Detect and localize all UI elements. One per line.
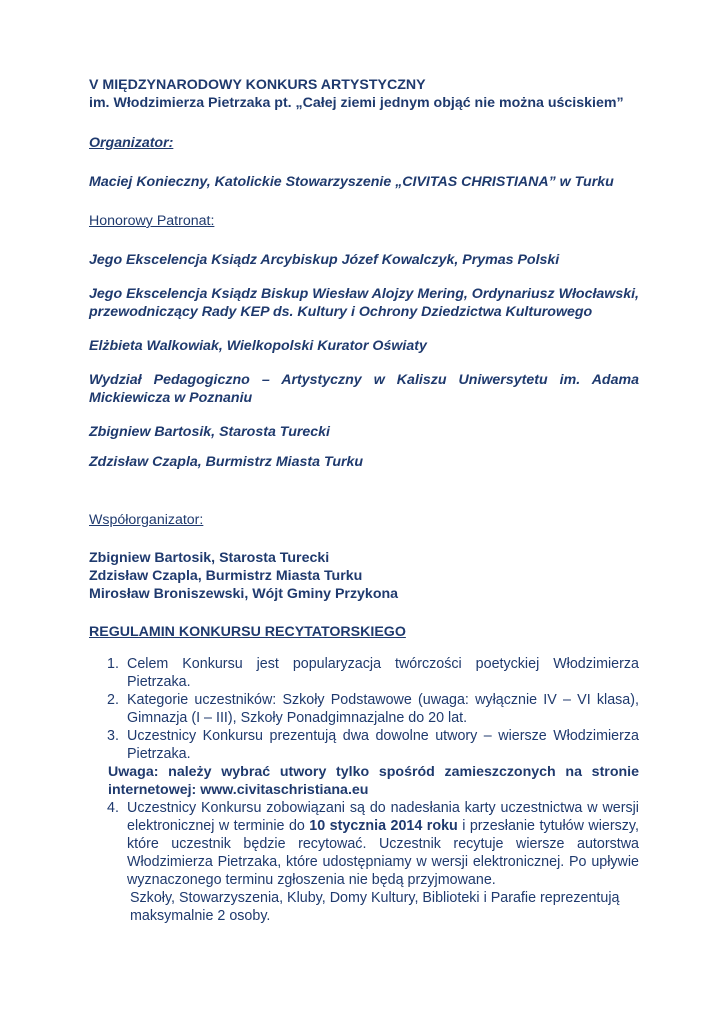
patron-entry: Elżbieta Walkowiak, Wielkopolski Kurator Oświaty	[89, 338, 427, 354]
rules-heading: REGULAMIN KONKURSU RECYTATORSKIEGO	[89, 624, 406, 640]
item-text: Celem Konkursu jest popularyzacja twórczości poetyckiej Włodzimierza Pietrzaka.	[127, 656, 639, 690]
item-text-part: Uczestnicy Konkursu zobowiązani są do nadesłania karty uczestnictwa w wersji elektronicznej w terminie do	[127, 800, 639, 834]
patron-entry: Zdzisław Czapla, Burmistrz Miasta Turku	[89, 454, 364, 470]
list-item	[89, 727, 639, 763]
organizer-text: Maciej Konieczny, Katolickie Stowarzyszenie „CIVITAS CHRISTIANA” w Turku	[89, 174, 614, 190]
coorganizer-heading: Współorganizator:	[89, 512, 204, 528]
trailing-text: Szkoły, Stowarzyszenia, Kluby, Domy Kultury, Biblioteki i Parafie reprezentują maksymalnie 2 osoby.	[130, 890, 620, 924]
item-text-part: i przesłanie tytułów wierszy, które uczestnik będzie recytować. Uczestnik recytuje wiersze autorstwa Włodzimierza Pietrzaka, które udostępniamy w wersji elektronicznej. Po upływie wyznaczonego terminu zgłoszenia nie będą przyjmowane.	[127, 818, 639, 888]
item-number: 2.	[107, 692, 119, 708]
item-text: Kategorie uczestników: Szkoły Podstawowe (uwaga: wyłącznie IV – VI klasa), Gimnazja (I – III), Szkoły Ponadgimnazjalne do 20 lat.	[127, 692, 639, 726]
rules-note: Uwaga: należy wybrać utwory tylko spośród zamieszczonych na stronie internetowej: www.civitaschristiana.eu	[108, 764, 639, 798]
patronage-heading: Honorowy Patronat:	[89, 213, 215, 229]
coorganizer-line: Mirosław Broniszewski, Wójt Gminy Przykona	[89, 586, 399, 602]
list-item	[89, 799, 639, 889]
item-number: 3.	[107, 728, 119, 744]
title-block	[89, 76, 639, 112]
organizer-heading: Organizator:	[89, 135, 174, 151]
list-item	[89, 655, 639, 691]
coorganizer-line: Zdzisław Czapla, Burmistrz Miasta Turku	[89, 568, 363, 584]
document-page	[89, 76, 639, 925]
coorganizer-list	[89, 549, 639, 603]
rules-list	[89, 655, 639, 763]
item-number: 1.	[107, 656, 119, 672]
item-number: 4.	[107, 800, 119, 816]
contest-title: V MIĘDZYNARODOWY KONKURS ARTYSTYCZNY	[89, 77, 426, 93]
patron-entry: Wydział Pedagogiczno – Artystyczny w Kaliszu Uniwersytetu im. Adama Mickiewicza w Poznaniu	[89, 372, 639, 406]
deadline-date: 10 stycznia 2014 roku	[309, 818, 458, 834]
list-item	[89, 691, 639, 727]
patron-entry: Jego Ekscelencja Ksiądz Biskup Wiesław Alojzy Mering, Ordynariusz Włocławski, przewodniczący Rady KEP ds. Kultury i Ochrony Dziedzictwa Kulturowego	[89, 286, 639, 320]
rules-list-continued	[89, 799, 639, 925]
patron-entry: Zbigniew Bartosik, Starosta Turecki	[89, 424, 330, 440]
patron-entry: Jego Ekscelencja Ksiądz Arcybiskup Józef Kowalczyk, Prymas Polski	[89, 252, 560, 268]
contest-subtitle: im. Włodzimierza Pietrzaka pt. „Całej ziemi jednym objąć nie można uściskiem”	[89, 95, 624, 111]
coorganizer-line: Zbigniew Bartosik, Starosta Turecki	[89, 550, 330, 566]
item-text	[127, 799, 639, 889]
item-text: Uczestnicy Konkursu prezentują dwa dowolne utwory – wiersze Włodzimierza Pietrzaka.	[127, 728, 639, 762]
